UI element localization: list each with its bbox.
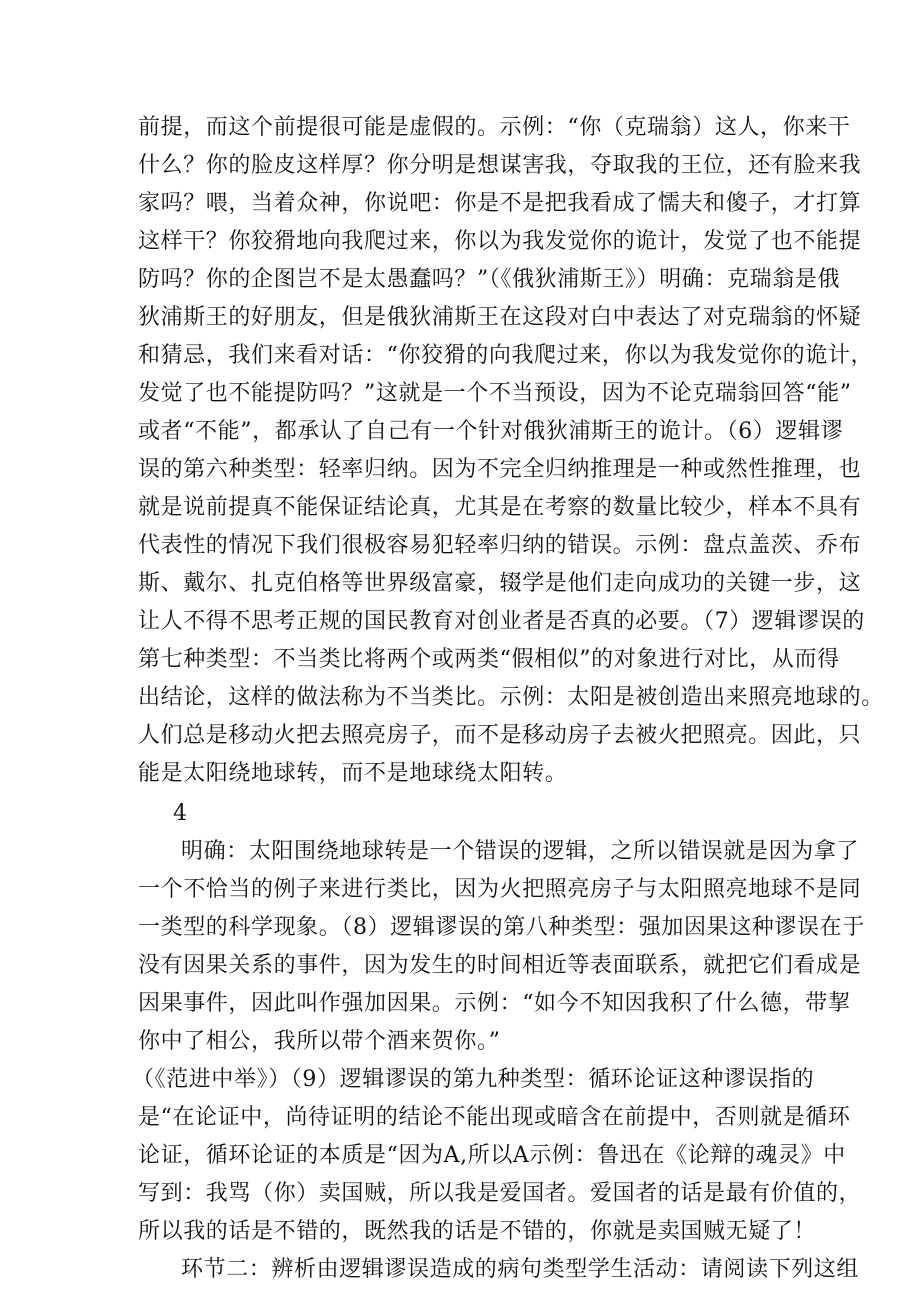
text-line: 是“在论证中，尚待证明的结论不能出现或暗含在前提中，否则就是循环 xyxy=(138,1105,851,1130)
text-line: 所以我的话是不错的，既然我的话是不错的，你就是卖国贼无疑了！ xyxy=(138,1219,817,1244)
text-line: 没有因果关系的事件，因为发生的时间相近等表面联系，就把它们看成是 xyxy=(138,953,862,978)
text-line: 狄浦斯王的好朋友，但是俄狄浦斯王在这段对白中表达了对克瑞翁的怀疑 xyxy=(138,305,862,330)
text-line: 什么？你的脸皮这样厚？你分明是想谋害我，夺取我的王位，还有脸来我 xyxy=(138,153,862,178)
text-line: （《范进中举》）（9）逻辑谬误的第九种类型：循环论证这种谬误指的 xyxy=(132,1067,815,1092)
text-line: 这样干？你狡猾地向我爬过来，你以为我发觉你的诡计，发觉了也不能提 xyxy=(138,229,862,254)
text-line: 人们总是移动火把去照亮房子，而不是移动房子去被火把照亮。因此，只 xyxy=(138,723,862,748)
text-line: 因果事件，因此叫作强加因果。示例：“如今不知因我积了什么德，带挈 xyxy=(138,991,851,1016)
text-line: 一类型的科学现象。（8）逻辑谬误的第八种类型：强加因果这种谬误在于 xyxy=(138,915,865,940)
text-line: 前提，而这个前提很可能是虚假的。示例：“你（克瑞翁）这人，你来干 xyxy=(138,115,851,140)
text-line: 斯、戴尔、扎克伯格等世界级富豪，辍学是他们走向成功的关键一步，这 xyxy=(138,571,862,596)
text-line: 环节二：辨析由逻辑谬误造成的病句类型学生活动：请阅读下列这组 xyxy=(181,1257,860,1282)
page-number: 4 xyxy=(173,801,188,826)
text-line: 误的第六种类型：轻率归纳。因为不完全归纳推理是一种或然性推理，也 xyxy=(138,457,862,482)
text-line: 写到：我骂（你）卖国贼，所以我是爱国者。爱国者的话是最有价值的， xyxy=(138,1181,862,1206)
text-line: 或者“不能”，都承认了自己有一个针对俄狄浦斯王的诡计。（6）逻辑谬 xyxy=(138,419,844,444)
text-line: 家吗？喂，当着众神，你说吧：你是不是把我看成了懦夫和傻子，才打算 xyxy=(138,191,862,216)
text-line: 发觉了也不能提防吗？”这就是一个不当预设，因为不论克瑞翁回答“能” xyxy=(138,381,852,406)
text-line: 代表性的情况下我们很极容易犯轻率归纳的错误。示例：盘点盖茨、乔布 xyxy=(138,533,862,558)
text-line: 第七种类型：不当类比将两个或两类“假相似”的对象进行对比，从而得 xyxy=(138,647,840,672)
text-line: 出结论，这样的做法称为不当类比。示例：太阳是被创造出来照亮地球的。 xyxy=(138,685,884,710)
text-line: 明确：太阳围绕地球转是一个错误的逻辑，之所以错误就是因为拿了 xyxy=(181,839,860,864)
text-line: 论证，循环论证的本质是“因为A,所以A示例：鲁迅在《论辩的魂灵》中 xyxy=(138,1143,846,1168)
text-line: 和猜忌，我们来看对话：“你狡猾的向我爬过来，你以为我发觉你的诡计， xyxy=(138,343,874,368)
text-line: 就是说前提真不能保证结论真，尤其是在考察的数量比较少，样本不具有 xyxy=(138,495,862,520)
text-line: 防吗？你的企图岂不是太愚蠢吗？”（《俄狄浦斯王》）明确：克瑞翁是俄 xyxy=(138,267,841,292)
text-line: 能是太阳绕地球转，而不是地球绕太阳转。 xyxy=(138,761,568,786)
text-line: 一个不恰当的例子来进行类比，因为火把照亮房子与太阳照亮地球不是同 xyxy=(138,877,862,902)
text-line: 你中了相公，我所以带个酒来贺你。” xyxy=(138,1029,501,1054)
text-line: 让人不得不思考正规的国民教育对创业者是否真的必要。（7）逻辑谬误的 xyxy=(138,609,865,634)
